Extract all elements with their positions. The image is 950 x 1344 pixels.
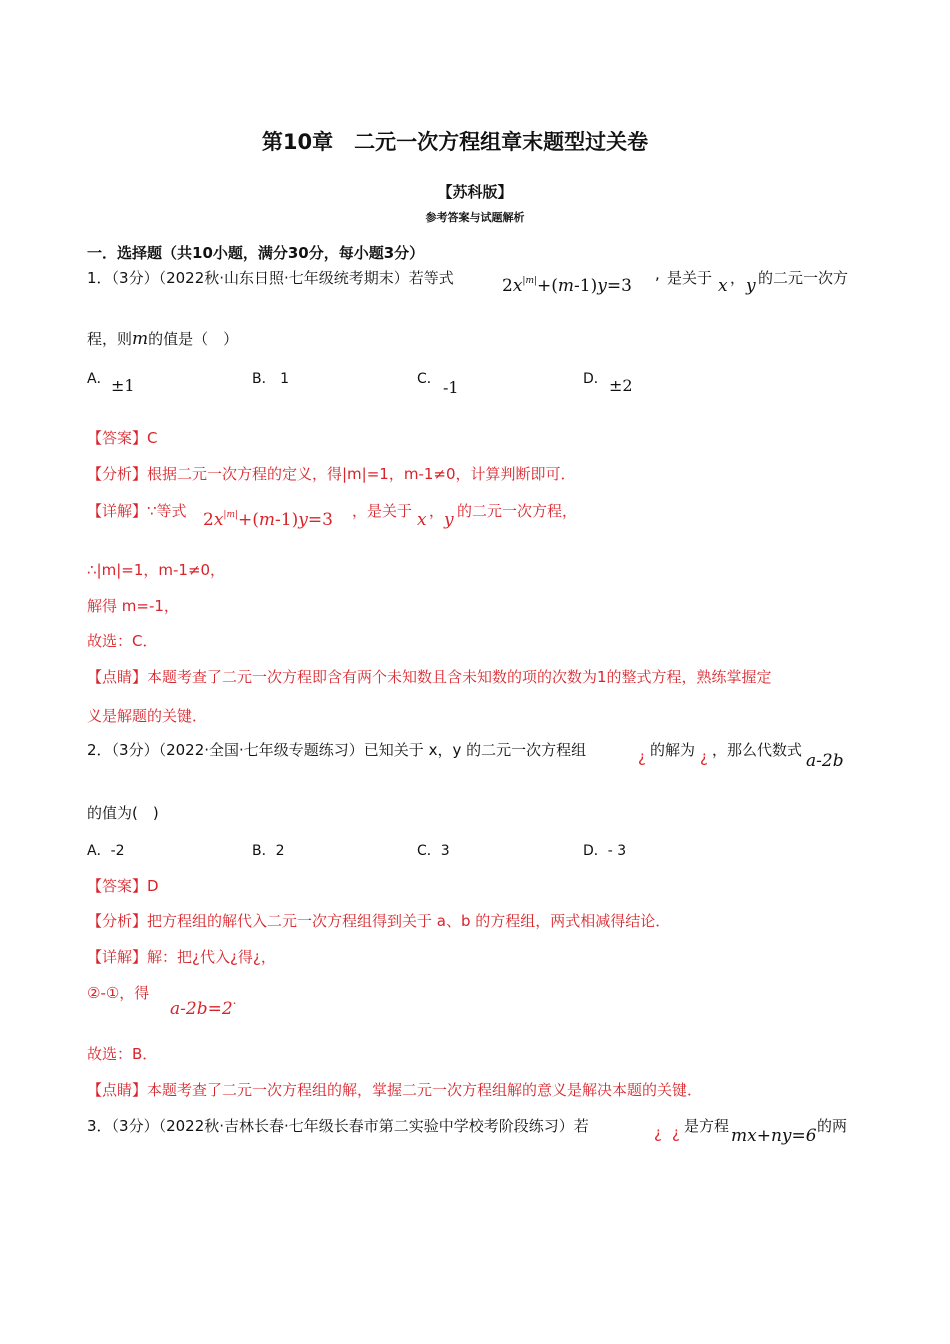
q2-solution-text: 的解为	[650, 741, 696, 759]
q1-detail-about: ，是关于	[352, 502, 413, 520]
q1-detail-y: y	[444, 510, 454, 530]
q1-answer: 【答案】C	[87, 429, 158, 447]
q1-step1: ∴|m|=1，m-1≠0，	[87, 561, 226, 579]
q3-equation: mx+ny=6	[731, 1126, 817, 1146]
q1-tail: 的二元一次方	[758, 269, 849, 287]
q2-stem-line2: 的值为( )	[87, 804, 159, 822]
section-heading: 一．选择题（共10小题，满分30分，每小题3分）	[87, 244, 425, 262]
q1-detail-equation: $2x^{|m|}+(m-1)y=3$	[203, 510, 333, 530]
q1-stem-line2: 程，则m的值是（ ）	[87, 329, 239, 349]
q2-equation-system-placeholder: ¿	[638, 748, 646, 766]
q2-option-c[interactable]: C．3	[417, 843, 450, 859]
q2-option-a[interactable]: A．-2	[87, 843, 125, 859]
q3-solution-placeholder-2: ¿	[672, 1124, 680, 1142]
edition-label: 【苏科版】	[437, 183, 513, 201]
q2-answer: 【答案】D	[87, 877, 159, 895]
subtitle: 参考答案与试题解析	[425, 211, 525, 224]
q1-var-x: x	[718, 276, 728, 296]
q2-step1-equation: a-2b=2.	[170, 993, 237, 1019]
q1-var-y: y	[746, 276, 756, 296]
q1-comment-line2: 义是解题的关键．	[87, 707, 208, 725]
q1-option-d-label[interactable]: D．	[583, 371, 608, 387]
q1-detail-sep: ，	[429, 502, 445, 520]
q1-equation: $2x^{|m|}+(m-1)y=3$	[502, 276, 632, 296]
q1-option-d-value: ±2	[609, 376, 633, 395]
q1-var-sep: ，	[730, 269, 746, 287]
q1-option-c-value: -1	[443, 378, 459, 397]
q2-tail: ，那么代数式	[712, 741, 803, 759]
q1-detail-x: x	[417, 510, 427, 530]
q2-comment: 【点睛】本题考查了二元一次方程组的解，掌握二元一次方程组解的意义是解决本题的关键．	[87, 1081, 703, 1099]
q1-detail-end: 的二元一次方程，	[457, 502, 578, 520]
q1-step2: 解得 m=-1，	[87, 597, 179, 615]
q3-tail: 的两	[817, 1117, 848, 1135]
q3-solution-placeholder-1: ¿	[654, 1124, 662, 1142]
q1-option-c-label[interactable]: C．	[417, 371, 441, 387]
q2-solution-placeholder: ¿	[700, 748, 708, 766]
page-title: 第10章 二元一次方程组章末题型过关卷	[261, 130, 649, 154]
q1-number: 1．	[87, 269, 112, 287]
q2-analysis: 【分析】把方程组的解代入二元一次方程组得到关于 a、b 的方程组，两式相减得结论．	[87, 912, 671, 930]
q1-about: 是关于	[667, 269, 713, 287]
q2-expression: a-2b	[806, 751, 844, 771]
q1-intro: （3分）（2022秋·山东日照·七年级统考期末）若等式	[111, 269, 454, 287]
q1-stem-line1	[87, 267, 454, 288]
q1-option-b[interactable]: B． 1	[252, 371, 289, 387]
q2-step2: 故选：B．	[87, 1045, 158, 1063]
q1-comma: ,	[655, 265, 660, 283]
q2-number: 2．	[87, 741, 112, 759]
q1-option-a-value: ±1	[111, 376, 135, 395]
q1-step3: 故选：C．	[87, 632, 158, 650]
q2-option-b[interactable]: B．2	[252, 843, 285, 859]
q1-detail-start: 【详解】∵等式	[87, 502, 187, 520]
q2-option-d[interactable]: D．- 3	[583, 843, 627, 859]
q1-option-a-label[interactable]: A．	[87, 371, 111, 387]
q1-analysis: 【分析】根据二元一次方程的定义，得|m|=1，m-1≠0，计算判断即可．	[87, 465, 576, 483]
q2-stem-line1: 2．（3分）（2022·全国·七年级专题练习）已知关于 x，y 的二元一次方程组	[87, 741, 587, 759]
q1-var-m: m	[132, 329, 149, 349]
q3-number: 3．	[87, 1117, 112, 1135]
q1-comment-line1: 【点睛】本题考查了二元一次方程即含有两个未知数且含未知数的项的次数为1的整式方程，熟练掌握定	[87, 668, 772, 686]
q3-mid: 是方程	[684, 1117, 730, 1135]
q2-step1-label: ②-①，得	[87, 984, 150, 1002]
q2-detail: 【详解】解：把¿代入¿得¿，	[87, 948, 276, 966]
q3-stem-line1: 3．（3分）（2022秋·吉林长春·七年级长春市第二实验中学校考阶段练习）若	[87, 1117, 589, 1135]
